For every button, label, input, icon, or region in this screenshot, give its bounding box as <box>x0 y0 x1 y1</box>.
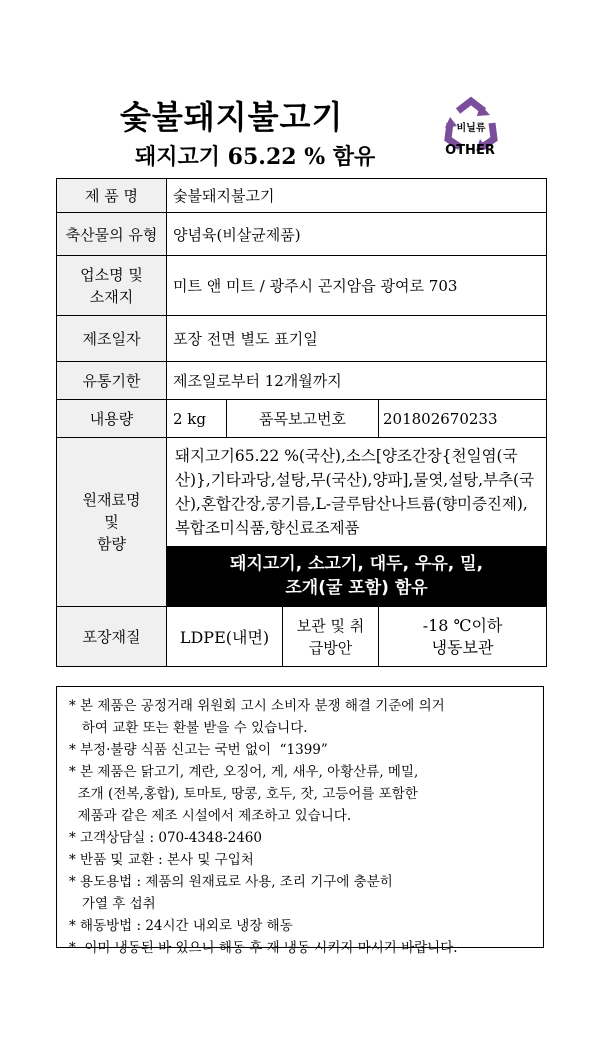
row-content <box>57 400 547 438</box>
content-value: 2 kg <box>167 400 227 438</box>
allergy-notice: 돼지고기, 소고기, 대두, 우유, 밀, 조개(굴 포함) 함유 <box>167 546 546 606</box>
manufacture-date-value: 포장 전면 별도 표기일 <box>167 316 547 362</box>
note-item: * 해동방법 : 24시간 내외로 냉장 해동 <box>69 918 293 934</box>
storage-label: 보관 및 취 급방안 <box>283 607 379 667</box>
manufacturer-label: 업소명 및 소재지 <box>57 256 167 316</box>
notes-box <box>56 686 544 956</box>
product-title: 숯불돼지불고기 <box>120 98 344 136</box>
product-name-value: 숯불돼지불고기 <box>167 179 547 213</box>
note-item: * 부정·불량 식품 신고는 국번 없이 “1399” <box>69 742 328 758</box>
row-packaging <box>57 607 547 667</box>
report-number-label: 품목보고번호 <box>227 400 379 438</box>
note-item: * 반품 및 교환 : 본사 및 구입처 <box>69 852 254 868</box>
report-number-value: 201802670233 <box>379 400 547 438</box>
note-item: * 고객상담실 : 070-4348-2460 <box>69 830 262 846</box>
recycle-caption: OTHER <box>445 143 495 158</box>
row-manufacturer <box>57 256 547 316</box>
note-item: * 본 제품은 공정거래 위원회 고시 소비자 분쟁 해결 기준에 의거 하여 교환 또는 환불 받을 수 있습니다. <box>69 698 445 736</box>
packaging-value: LDPE(내면) <box>167 607 283 667</box>
row-product-name <box>57 179 547 213</box>
note-item: * 용도용법 : 제품의 원재료로 사용, 조리 기구에 충분히 가열 후 섭취 <box>69 874 393 912</box>
row-ingredients <box>57 438 547 607</box>
row-manufacture-date <box>57 316 547 362</box>
product-type-label: 축산물의 유형 <box>57 213 167 256</box>
ingredients-label: 원재료명 및 함량 <box>57 438 167 607</box>
ingredients-value: 돼지고기65.22 %(국산),소스[양조간장{천일염(국산)},기타과당,설탕,무(국산),양파],물엿,설탕,부추(국산),혼합간장,콩기름,L-글루탐산나트륨(향미증진제),복합조미식품,향신료조제품 <box>175 447 535 537</box>
packaging-label: 포장재질 <box>57 607 167 667</box>
product-name-label: 제 품 명 <box>57 179 167 213</box>
expiry-value: 제조일로부터 12개월까지 <box>167 362 547 400</box>
row-product-type <box>57 213 547 256</box>
storage-value: -18 ℃이하 냉동보관 <box>379 607 547 667</box>
content-label: 내용량 <box>57 400 167 438</box>
manufacturer-value: 미트 앤 미트 / 광주시 곤지암읍 광여로 703 <box>167 256 547 316</box>
note-item: * 본 제품은 닭고기, 계란, 오징어, 게, 새우, 아황산류, 메밀, 조개 (전복,홍합), 토마토, 땅콩, 호두, 잣, 고등어를 포함한 제품과 같은 제조 시설에서 제조하고 있습니다. <box>69 764 419 824</box>
row-expiry <box>57 362 547 400</box>
expiry-label: 유통기한 <box>57 362 167 400</box>
product-info-table <box>56 178 547 667</box>
pork-content-subtitle: 돼지고기 65.22 % 함유 <box>135 144 376 170</box>
note-item: * 이미 냉동된 바 있으니 해동 후 재 냉동 시키지 마시기 바랍니다. <box>69 940 458 956</box>
product-type-value: 양념육(비살균제품) <box>167 213 547 256</box>
manufacture-date-label: 제조일자 <box>57 316 167 362</box>
recycle-inner-label: 비닐류 <box>456 123 486 134</box>
